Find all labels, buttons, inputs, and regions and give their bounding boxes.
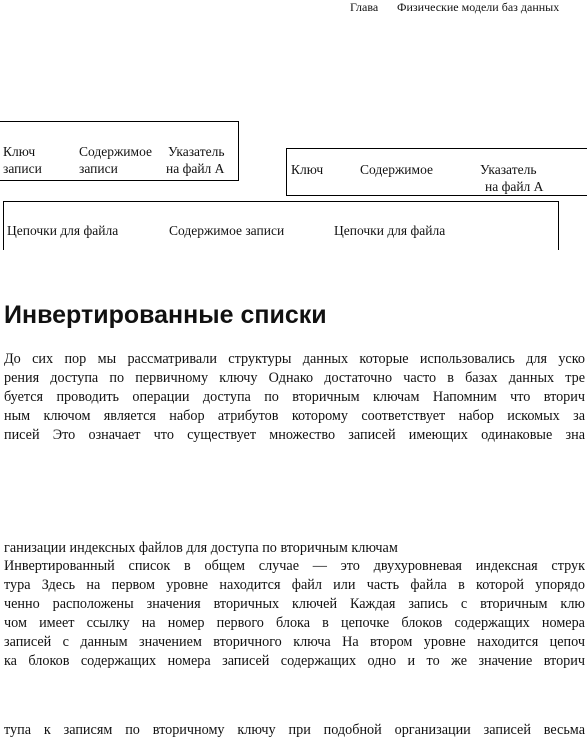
fragment-line-1: ганизации индексных файлов для доступа по вторичным ключам bbox=[4, 540, 398, 556]
box1-pointer-label-2: на файл A bbox=[166, 161, 225, 176]
text-line: До сих пор мы рассматривали структуры данных которые использовались для уско bbox=[4, 351, 585, 367]
section-header: Физические модели баз данных bbox=[397, 0, 560, 14]
box3-chain-label-right: Цепочки для файла bbox=[334, 223, 446, 238]
box3-content-label: Содержимое записи bbox=[169, 223, 285, 238]
text-line: чом имеет ссылку на номер первого блока в цепочке блоков содержащих номера bbox=[4, 615, 585, 631]
box1-key-label: Ключ bbox=[3, 144, 36, 159]
paragraph-2 bbox=[4, 557, 585, 671]
text-line: буется проводить операции доступа по вторичным ключам Напомним что вторич bbox=[4, 389, 585, 405]
text-line: рения доступа по первичному ключу Однако достаточно часто в базах данных тре bbox=[4, 370, 585, 386]
text-line: ченно расположены значения вторичных ключей Каждая запись с вторичным клю bbox=[4, 596, 585, 612]
text-line: тура Здесь на первом уровне находится файл или часть файла в которой упорядо bbox=[4, 577, 585, 593]
section-title: Инвертированные списки bbox=[4, 301, 327, 329]
box1-content-label: Содержимое bbox=[79, 144, 152, 159]
box3-chain-label-left: Цепочки для файла bbox=[7, 223, 119, 238]
box2-pointer-label: Указатель bbox=[480, 162, 537, 177]
text-line: Инвертированный список в общем случае — это двухуровневая индексная струк bbox=[4, 558, 585, 574]
box1-key-label-2: записи bbox=[3, 161, 42, 176]
box1-pointer-label: Указатель bbox=[168, 144, 225, 159]
fragment-line-2 bbox=[4, 721, 585, 740]
text-line: записей с данным значением вторичного ключа На втором уровне находится цепоч bbox=[4, 634, 585, 650]
text-line: ным ключом является набор атрибутов которому соответствует набор искомых за bbox=[4, 408, 585, 424]
box1-content-label-2: записи bbox=[79, 161, 118, 176]
paragraph-1 bbox=[4, 350, 585, 445]
chapter-label: Глава bbox=[350, 0, 379, 14]
box2-key-label: Ключ bbox=[291, 162, 324, 177]
text-line: писей Это означает что существует множество записей имеющих одинаковые зна bbox=[4, 427, 585, 443]
text-line: тупа к записям по вторичному ключу при подобной организации записей весьма bbox=[4, 722, 585, 738]
text-line: ка блоков содержащих номера записей содержащих одно и то же значение вторич bbox=[4, 653, 585, 669]
box2-pointer-label-2: на файл A bbox=[485, 179, 544, 194]
box2-content-label: Содержимое bbox=[360, 162, 433, 177]
